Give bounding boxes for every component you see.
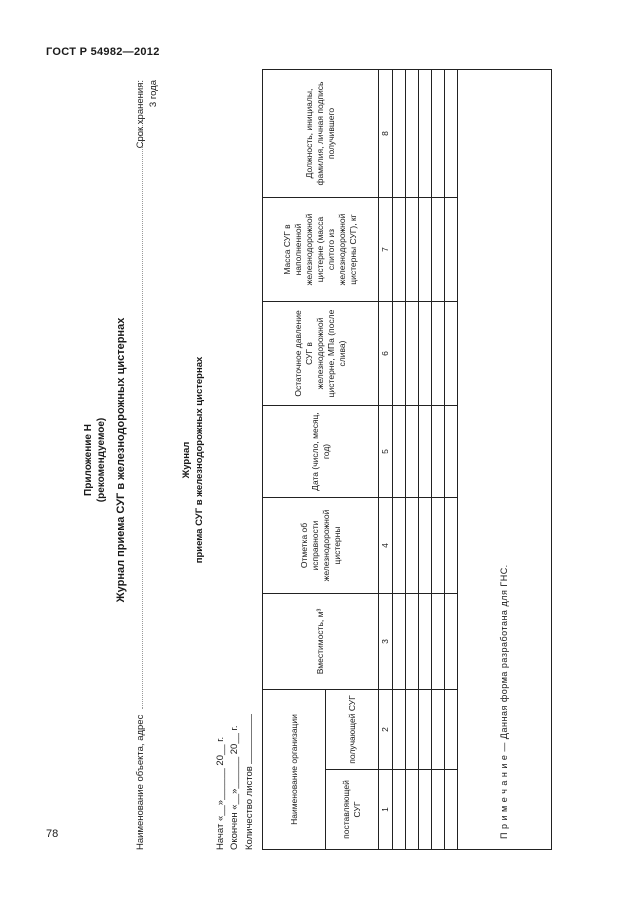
form-title: Журнал приема СУГ в железнодорожных цистернах — [115, 317, 127, 603]
col-header-6: Остаточное давление СУГ в железнодорожной цистерне, МПа (после слива) — [263, 302, 379, 406]
journal-subtitle: приема СУГ в железнодорожных цистернах — [194, 356, 205, 564]
started-line: Начат «__»______ 20__ г. — [215, 736, 226, 850]
table-cell[interactable] — [393, 70, 406, 198]
journal-word: Журнал — [181, 441, 192, 479]
sheets-line — [242, 714, 257, 850]
note-text: П р и м е ч а н и е — Данная форма разработана для ГНС. — [458, 70, 552, 850]
table-row — [445, 70, 458, 850]
table-cell[interactable] — [432, 70, 445, 198]
table-cell[interactable] — [445, 198, 458, 302]
col-number: 6 — [379, 302, 393, 406]
col-header-7: Масса СУГ в наполненной железнодорожной цистерне (масса слитого из железнодорожной цистерны СУГ), кг — [263, 198, 379, 302]
storage-value: 3 года — [148, 80, 159, 108]
col-header-5: Дата (число, месяц, год) — [263, 406, 379, 498]
table-cell[interactable] — [445, 302, 458, 406]
col-number: 5 — [379, 406, 393, 498]
col-number: 8 — [379, 70, 393, 198]
note-row — [458, 70, 552, 850]
table-cell[interactable] — [445, 690, 458, 770]
table-cell[interactable] — [419, 690, 432, 770]
col-header-2: получающей СУГ — [326, 690, 379, 770]
table-row — [406, 70, 419, 850]
table-cell[interactable] — [419, 302, 432, 406]
table-cell[interactable] — [406, 770, 419, 850]
table-cell[interactable] — [419, 594, 432, 690]
table-cell[interactable] — [393, 406, 406, 498]
table-cell[interactable] — [419, 70, 432, 198]
table-cell[interactable] — [445, 498, 458, 594]
org-group-header: Наименование организации — [263, 690, 326, 850]
col-header-4: Отметка об исправности железнодорожной цистерны — [263, 498, 379, 594]
table-cell[interactable] — [406, 70, 419, 198]
address-fill-line — [134, 119, 143, 709]
standard-header: ГОСТ Р 54982—2012 — [46, 46, 160, 58]
appendix-label: Приложение Н — [83, 424, 94, 496]
table-cell[interactable] — [406, 302, 419, 406]
table-cell[interactable] — [406, 406, 419, 498]
col-number: 7 — [379, 198, 393, 302]
table-cell[interactable] — [432, 302, 445, 406]
table-cell[interactable] — [432, 198, 445, 302]
table-cell[interactable] — [419, 498, 432, 594]
storage-period — [134, 80, 160, 148]
appendix-heading — [82, 70, 108, 850]
table-cell[interactable] — [406, 198, 419, 302]
table-cell[interactable] — [406, 690, 419, 770]
table-row — [419, 70, 432, 850]
journal-table — [262, 69, 552, 850]
col-header-1: поставляющей СУГ — [326, 770, 379, 850]
column-numbers-row — [379, 70, 393, 850]
table-cell[interactable] — [393, 594, 406, 690]
col-number: 2 — [379, 690, 393, 770]
table-cell[interactable] — [445, 70, 458, 198]
table-cell[interactable] — [393, 498, 406, 594]
table-cell[interactable] — [432, 498, 445, 594]
col-header-8: Должность, инициалы, фамилия, личная подпись получившего — [263, 70, 379, 198]
rotated-form — [82, 70, 582, 850]
table-cell[interactable] — [432, 690, 445, 770]
col-header-3: Вместимость, м³ — [263, 594, 379, 690]
journal-meta — [214, 714, 257, 850]
col-number: 1 — [379, 770, 393, 850]
table-cell[interactable] — [406, 594, 419, 690]
table-cell[interactable] — [393, 690, 406, 770]
page-number: 78 — [46, 828, 59, 840]
table-cell[interactable] — [393, 770, 406, 850]
table-cell[interactable] — [419, 198, 432, 302]
object-address-line — [134, 119, 146, 850]
table-cell[interactable] — [406, 498, 419, 594]
table-row — [432, 70, 445, 850]
table-cell[interactable] — [419, 406, 432, 498]
object-address-label: Наименование объекта, адрес — [135, 714, 146, 850]
table-cell[interactable] — [432, 594, 445, 690]
storage-label: Срок хранения: — [135, 80, 146, 149]
table-cell[interactable] — [419, 770, 432, 850]
table-cell[interactable] — [393, 302, 406, 406]
table-cell[interactable] — [393, 198, 406, 302]
sheets-label: Количество листов — [244, 766, 255, 850]
col-number: 3 — [379, 594, 393, 690]
table-cell[interactable] — [445, 770, 458, 850]
header-row-1 — [263, 70, 326, 850]
table-cell[interactable] — [432, 770, 445, 850]
col-number: 4 — [379, 498, 393, 594]
journal-title — [180, 70, 206, 850]
table-cell[interactable] — [445, 594, 458, 690]
sheets-blank — [242, 714, 252, 764]
finished-line: Окончен «__»______ 20__ г. — [229, 725, 240, 850]
table-row — [393, 70, 406, 850]
table-cell[interactable] — [445, 406, 458, 498]
appendix-status: (рекомендуемое) — [96, 417, 107, 503]
table-cell[interactable] — [432, 406, 445, 498]
